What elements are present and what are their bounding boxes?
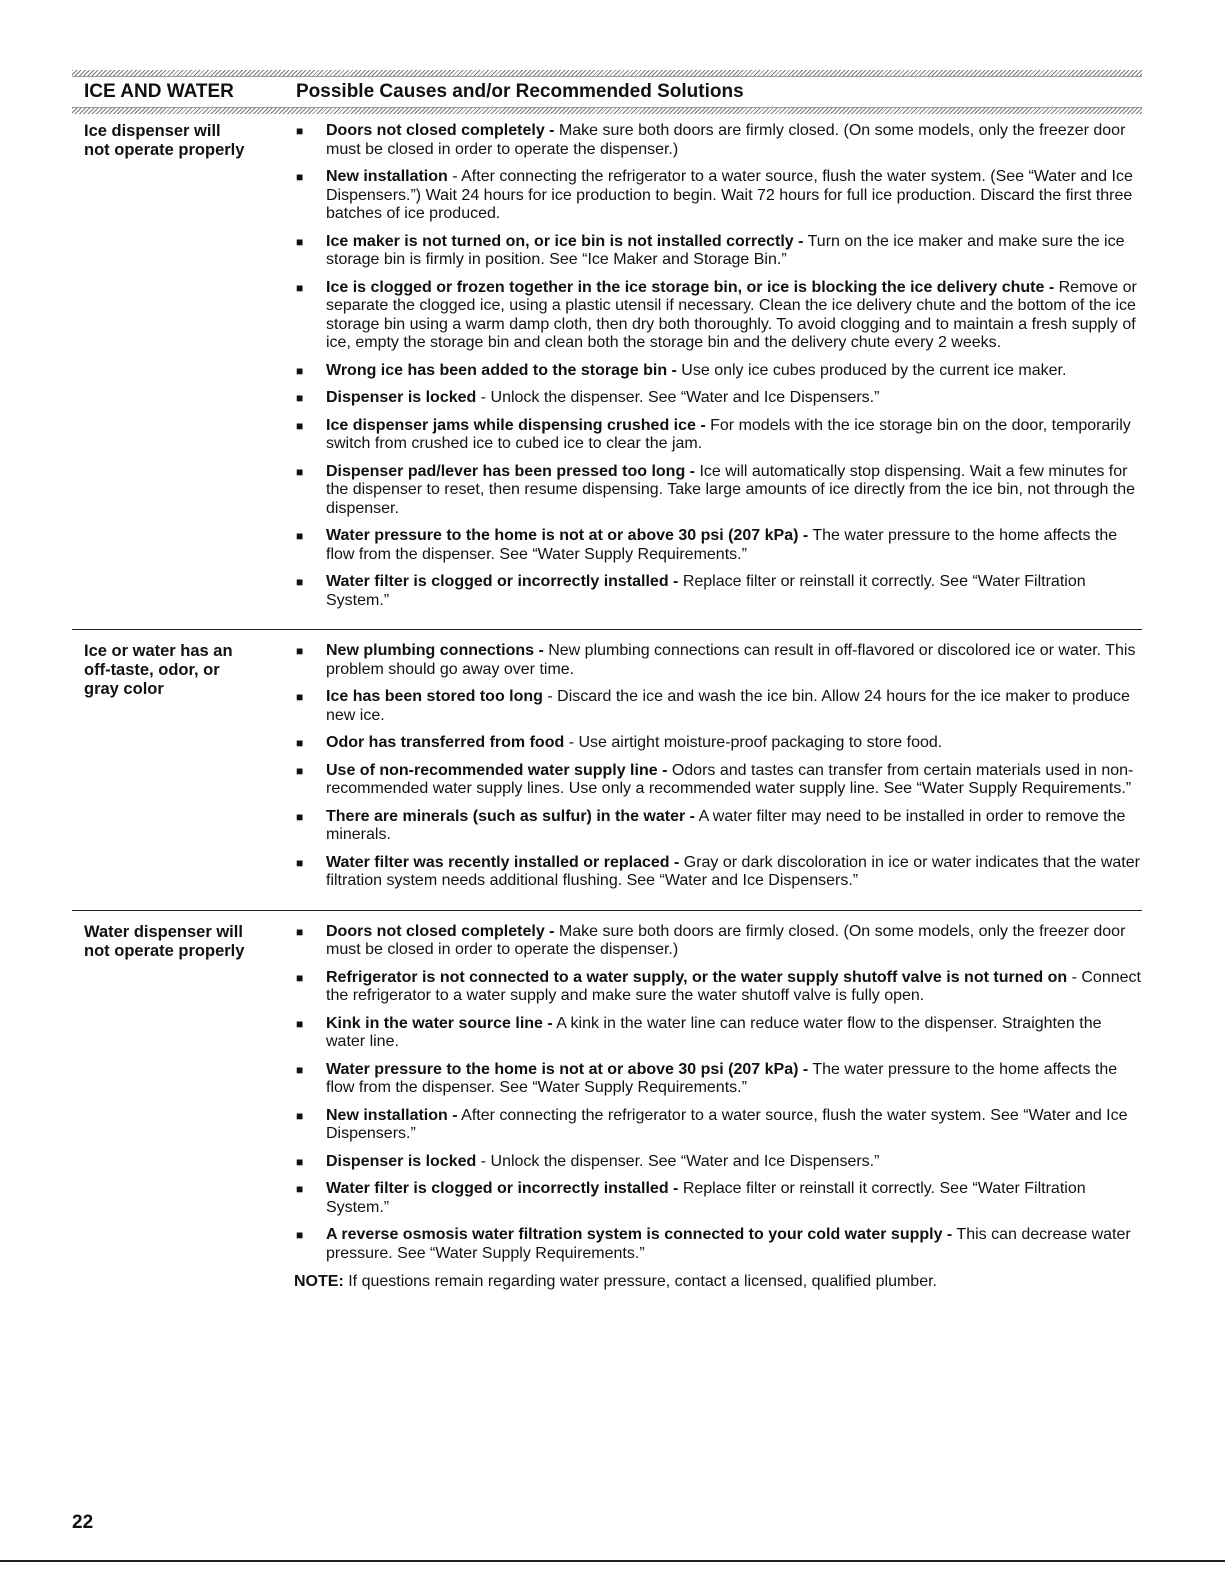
solution-item [294, 168, 1142, 224]
solution-text [326, 1180, 1142, 1217]
solution-remedy: Make sure both doors are firmly closed. (On some models, only the freezer door must be closed in order to operate the dispenser.) [326, 122, 1126, 158]
solution-item [294, 923, 1142, 960]
solution-remedy: - Connect the refrigerator to a water supply and make sure the water shutoff valve is fully open. [326, 968, 1141, 1004]
square-bullet-icon: ■ [296, 1154, 304, 1169]
solution-text [326, 573, 1142, 610]
square-bullet-icon: ■ [296, 170, 304, 184]
solution-cause: Water pressure to the home is not at or above 30 psi (207 kPa) - [326, 527, 809, 544]
solution-list [294, 923, 1142, 1292]
solution-text [326, 688, 1142, 725]
header-category: ICE AND WATER [84, 81, 234, 102]
solution-remedy: Remove or separate the clogged ice, using a plastic utensil if necessary. Clean the ice delivery chute and the bottom of the ice storage bin using a warm damp cloth, then dry both thoroughly. To avoid clogging and to maintain a fresh supply of ice, empty the storage bin and clean both the storage bin and the delivery chute every 2 weeks. [326, 278, 1137, 351]
solution-remedy: - Discard the ice and wash the ice bin. Allow 24 hours for the ice maker to produce new ice. [326, 688, 1130, 724]
solution-text [326, 1015, 1142, 1052]
square-bullet-icon: ■ [296, 529, 304, 543]
solution-text [326, 168, 1142, 224]
solution-item [294, 1061, 1142, 1098]
bottom-rule [0, 1560, 1225, 1562]
square-bullet-icon: ■ [296, 644, 304, 658]
solution-text [326, 417, 1142, 454]
note-label: NOTE: [294, 1273, 344, 1290]
solution-item [294, 573, 1142, 610]
solution-remedy: Gray or dark discoloration in ice or water indicates that the water filtration system needs additional flushing. See “Water and Ice Dispensers.” [326, 853, 1140, 889]
solution-text [326, 463, 1142, 519]
solution-remedy: Turn on the ice maker and make sure the ice storage bin is firmly in position. See “Ice Maker and Storage Bin.” [326, 232, 1125, 268]
square-bullet-icon: ■ [296, 855, 304, 870]
solution-remedy: - After connecting the refrigerator to a water source, flush the water system. (See “Water and Ice Dispensers.”) Wait 24 hours for ice production to begin. Wait 72 hours for full ice production. Discard the first three batches of ice produced. [326, 168, 1133, 222]
solution-text [326, 808, 1142, 845]
note [294, 1272, 1142, 1291]
solution-cause: New installation - [326, 1106, 458, 1124]
solution-item [294, 417, 1142, 454]
solution-item [294, 854, 1142, 891]
solution-cause: Water filter is clogged or incorrectly installed - [326, 573, 679, 590]
solution-cause: Ice dispenser jams while dispensing crushed ice - [326, 416, 706, 434]
problem-section [72, 629, 1142, 906]
square-bullet-icon: ■ [296, 464, 304, 479]
square-bullet-icon: ■ [296, 575, 304, 589]
solution-cause: Ice has been stored too long [326, 688, 543, 705]
solution-remedy: This can decrease water pressure. See “Water Supply Requirements.” [326, 1226, 1131, 1262]
solution-text [326, 642, 1142, 679]
solution-remedy: Ice will automatically stop dispensing. Wait a few minutes for the dispenser to reset, then resume dispensing. Take large amounts of ice directly from the ice bin, not through the dispenser. [326, 462, 1136, 517]
solution-cause: Dispenser is locked [326, 389, 477, 406]
troubleshooting-page [72, 70, 1142, 1297]
solution-text [326, 233, 1142, 270]
solution-item [294, 279, 1142, 353]
square-bullet-icon: ■ [296, 391, 304, 405]
solution-item [294, 362, 1142, 381]
solution-item [294, 1153, 1142, 1172]
square-bullet-icon: ■ [296, 763, 304, 778]
square-bullet-icon: ■ [296, 234, 304, 249]
solution-list [294, 122, 1142, 619]
solution-remedy: Odors and tastes can transfer from certain materials used in non-recommended water supply lines. Use only a recommended water supply line. See “Water Supply Requirements.” [326, 761, 1134, 797]
solution-cause: New installation [326, 168, 448, 185]
square-bullet-icon: ■ [296, 809, 304, 824]
solution-cause: Refrigerator is not connected to a water supply, or the water supply shutoff valve is not turned on [326, 968, 1068, 986]
solution-cause: Water filter is clogged or incorrectly installed - [326, 1180, 679, 1197]
solution-list [294, 642, 1142, 900]
solution-item [294, 463, 1142, 519]
solution-item [294, 122, 1142, 159]
solution-remedy: - Unlock the dispenser. See “Water and Ice Dispensers.” [476, 1152, 880, 1170]
solution-remedy: - Unlock the dispenser. See “Water and Ice Dispensers.” [476, 389, 880, 406]
solution-text [326, 527, 1142, 564]
table-header [72, 76, 1142, 108]
solution-item [294, 233, 1142, 270]
square-bullet-icon: ■ [296, 1182, 304, 1196]
square-bullet-icon: ■ [296, 1108, 304, 1123]
solution-text [326, 923, 1142, 960]
solution-cause: Dispenser pad/lever has been pressed too long - [326, 462, 695, 480]
solution-text [326, 854, 1142, 891]
solution-remedy: The water pressure to the home affects the flow from the dispenser. See “Water Supply Requirements.” [326, 1060, 1118, 1096]
solution-text [326, 1153, 1142, 1172]
solution-remedy: - Use airtight moisture-proof packaging to store food. [564, 734, 943, 751]
note-text: If questions remain regarding water pressure, contact a licensed, qualified plumber. [343, 1273, 937, 1290]
solution-cause: Water pressure to the home is not at or above 30 psi (207 kPa) - [326, 1060, 809, 1078]
solution-item [294, 969, 1142, 1006]
solution-cause: Doors not closed completely - [326, 122, 555, 139]
solution-remedy: Replace filter or reinstall it correctly. See “Water Filtration System.” [326, 573, 1086, 609]
solution-cause: Ice maker is not turned on, or ice bin is not installed correctly - [326, 232, 804, 250]
solution-item [294, 389, 1142, 408]
solution-text [326, 362, 1142, 381]
solution-cause: Doors not closed completely - [326, 922, 555, 940]
solution-item [294, 1226, 1142, 1263]
solution-cause: A reverse osmosis water filtration system is connected to your cold water supply - [326, 1226, 953, 1243]
square-bullet-icon: ■ [296, 418, 304, 433]
square-bullet-icon: ■ [296, 970, 304, 985]
solution-remedy: For models with the ice storage bin on the door, temporarily switch from crushed ice to cubed ice to clear the jam. [326, 416, 1131, 452]
solution-cause: Dispenser is locked [326, 1152, 477, 1170]
solution-cause: Ice is clogged or frozen together in the ice storage bin, or ice is blocking the ice delivery chute - [326, 278, 1055, 296]
solution-remedy: The water pressure to the home affects the flow from the dispenser. See “Water Supply Requirements.” [326, 527, 1118, 563]
square-bullet-icon: ■ [296, 1062, 304, 1077]
solution-item [294, 734, 1142, 753]
problem-title: Ice dispenser will not operate properly [84, 122, 245, 159]
header-solutions-title: Possible Causes and/or Recommended Solutions [296, 81, 744, 102]
solution-cause: New plumbing connections - [326, 642, 544, 659]
solution-cause: Use of non-recommended water supply line - [326, 761, 668, 779]
solution-remedy: Use only ice cubes produced by the current ice maker. [676, 361, 1067, 379]
solution-text [326, 734, 1142, 753]
solution-text [326, 389, 1142, 408]
square-bullet-icon: ■ [296, 1228, 304, 1242]
square-bullet-icon: ■ [296, 924, 304, 939]
solution-cause: Kink in the water source line - [326, 1014, 553, 1032]
solution-remedy: A water filter may need to be installed in order to remove the minerals. [326, 807, 1126, 843]
problem-section [72, 910, 1142, 1298]
solution-remedy: After connecting the refrigerator to a water source, flush the water system. See “Water and Ice Dispensers.” [326, 1106, 1128, 1142]
problem-title: Water dispenser will not operate properly [84, 922, 245, 960]
solution-cause: There are minerals (such as sulfur) in the water - [326, 807, 695, 825]
troubleshooting-table [72, 114, 1142, 1297]
solution-remedy: Replace filter or reinstall it correctly. See “Water Filtration System.” [326, 1180, 1086, 1216]
problem-title: Ice or water has an off-taste, odor, or gray color [84, 642, 233, 698]
problem-section [72, 114, 1142, 625]
solution-remedy: Make sure both doors are firmly closed. (On some models, only the freezer door must be closed in order to operate the dispenser.) [326, 922, 1126, 958]
solution-cause: Wrong ice has been added to the storage bin - [326, 361, 677, 379]
square-bullet-icon: ■ [296, 690, 304, 704]
square-bullet-icon: ■ [296, 1016, 304, 1031]
solution-item [294, 808, 1142, 845]
square-bullet-icon: ■ [296, 736, 304, 750]
solution-remedy: New plumbing connections can result in off-flavored or discolored ice or water. This problem should go away over time. [326, 642, 1136, 678]
solution-item [294, 762, 1142, 799]
square-bullet-icon: ■ [296, 280, 304, 295]
solution-text [326, 279, 1142, 353]
solution-item [294, 1015, 1142, 1052]
solution-cause: Water filter was recently installed or replaced - [326, 853, 680, 871]
solution-item [294, 688, 1142, 725]
page-number: 22 [72, 1512, 94, 1533]
solution-text [326, 122, 1142, 159]
solution-cause: Odor has transferred from food [326, 734, 565, 751]
solution-text [326, 1226, 1142, 1263]
solution-text [326, 969, 1142, 1006]
solution-item [294, 642, 1142, 679]
solution-item [294, 1107, 1142, 1144]
solution-item [294, 1180, 1142, 1217]
solution-text [326, 762, 1142, 799]
square-bullet-icon: ■ [296, 363, 304, 378]
solution-text [326, 1061, 1142, 1098]
solution-item [294, 527, 1142, 564]
square-bullet-icon: ■ [296, 124, 304, 138]
solution-remedy: A kink in the water line can reduce water flow to the dispenser. Straighten the water line. [326, 1014, 1102, 1050]
solution-text [326, 1107, 1142, 1144]
